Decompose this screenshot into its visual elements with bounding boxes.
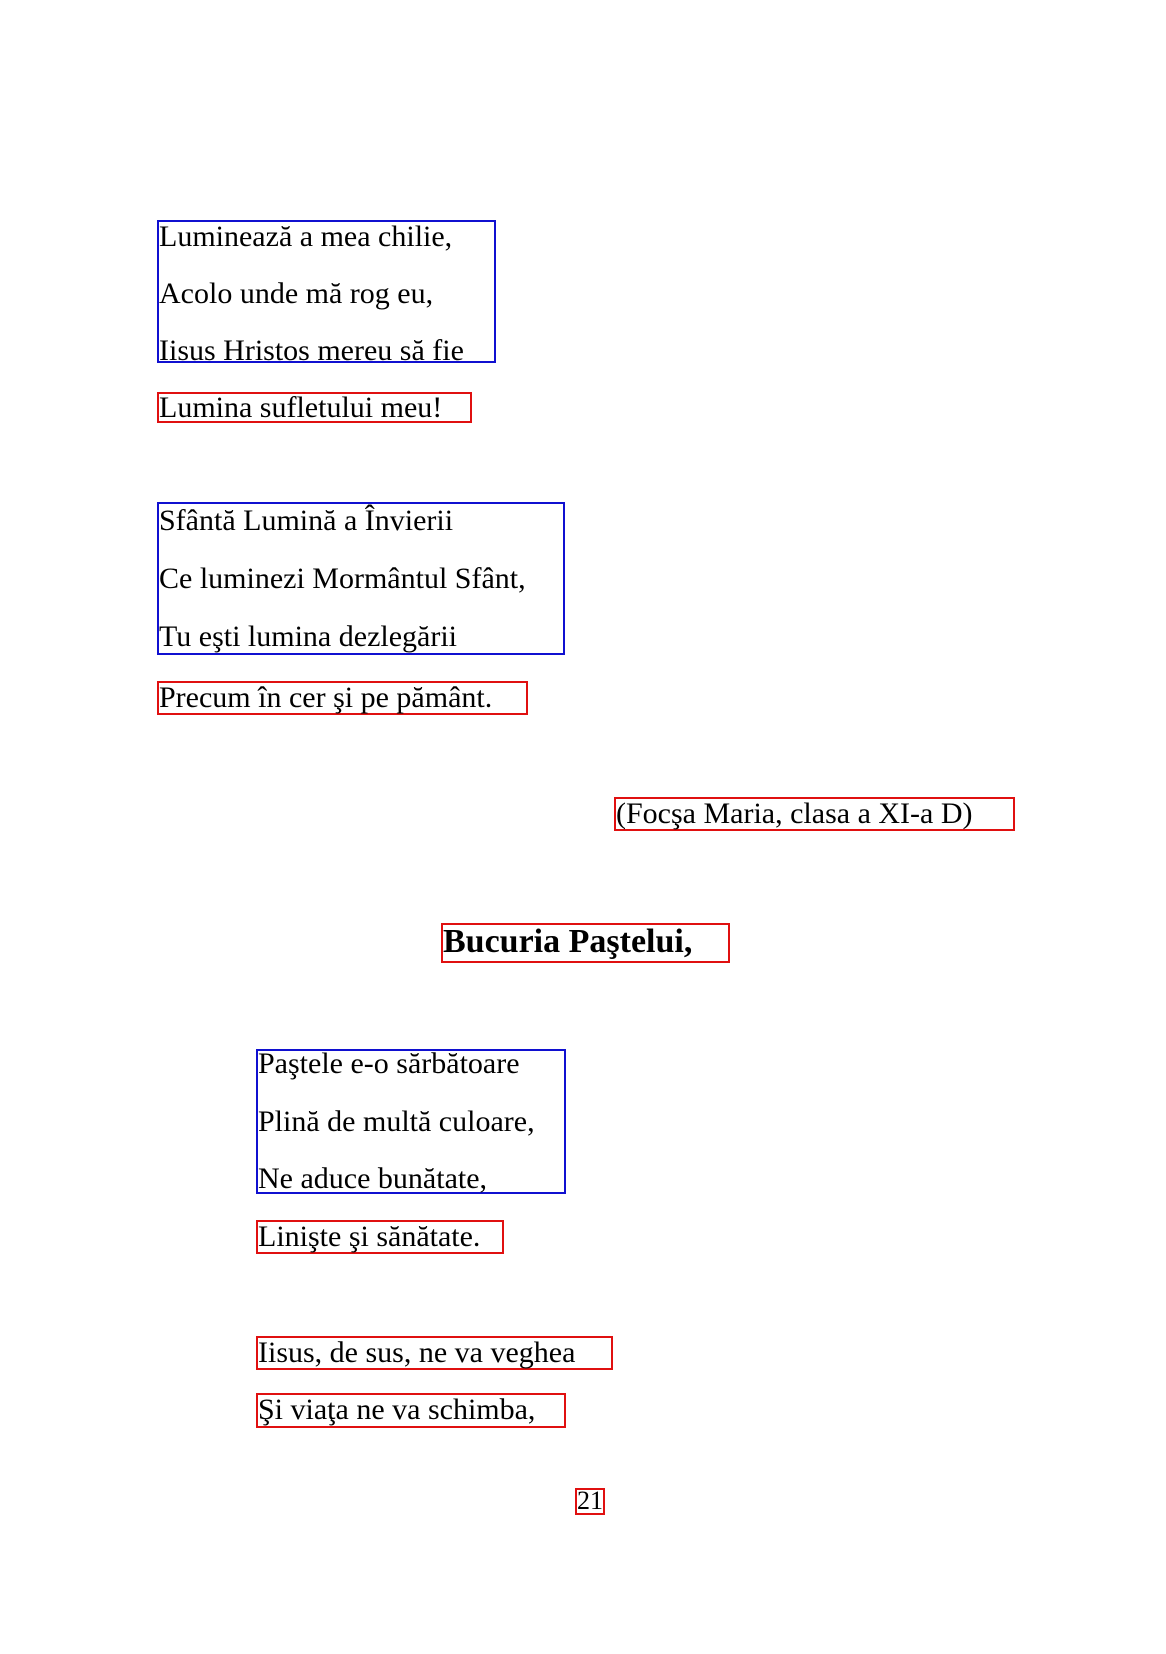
poem-line: Plină de multă culoare, [258,1105,535,1138]
poem-line: Paştele e-o sărbătoare [258,1047,520,1080]
poem-line: Tu eşti lumina dezlegării [159,620,458,653]
poem-line: Sfântă Lumină a Învierii [159,504,454,537]
poem-line: Iisus, de sus, ne va veghea [258,1336,576,1369]
poem-line: Şi viaţa ne va schimba, [258,1393,536,1426]
poem-line: Precum în cer şi pe pământ. [159,681,493,714]
poem-title: Bucuria Paştelui, [443,923,693,960]
poem-line: Ce luminezi Mormântul Sfânt, [159,562,526,595]
author-credit: (Focşa Maria, clasa a XI-a D) [616,797,973,830]
poem-line: Acolo unde mă rog eu, [159,277,434,310]
page-number: 21 [577,1486,603,1515]
poem-line: Lumina sufletului meu! [159,391,443,424]
poem-line: Linişte şi sănătate. [258,1220,481,1253]
poem-line: Iisus Hristos mereu să fie [159,334,464,367]
poem-line: Luminează a mea chilie, [159,220,453,253]
poem-line: Ne aduce bunătate, [258,1162,488,1195]
